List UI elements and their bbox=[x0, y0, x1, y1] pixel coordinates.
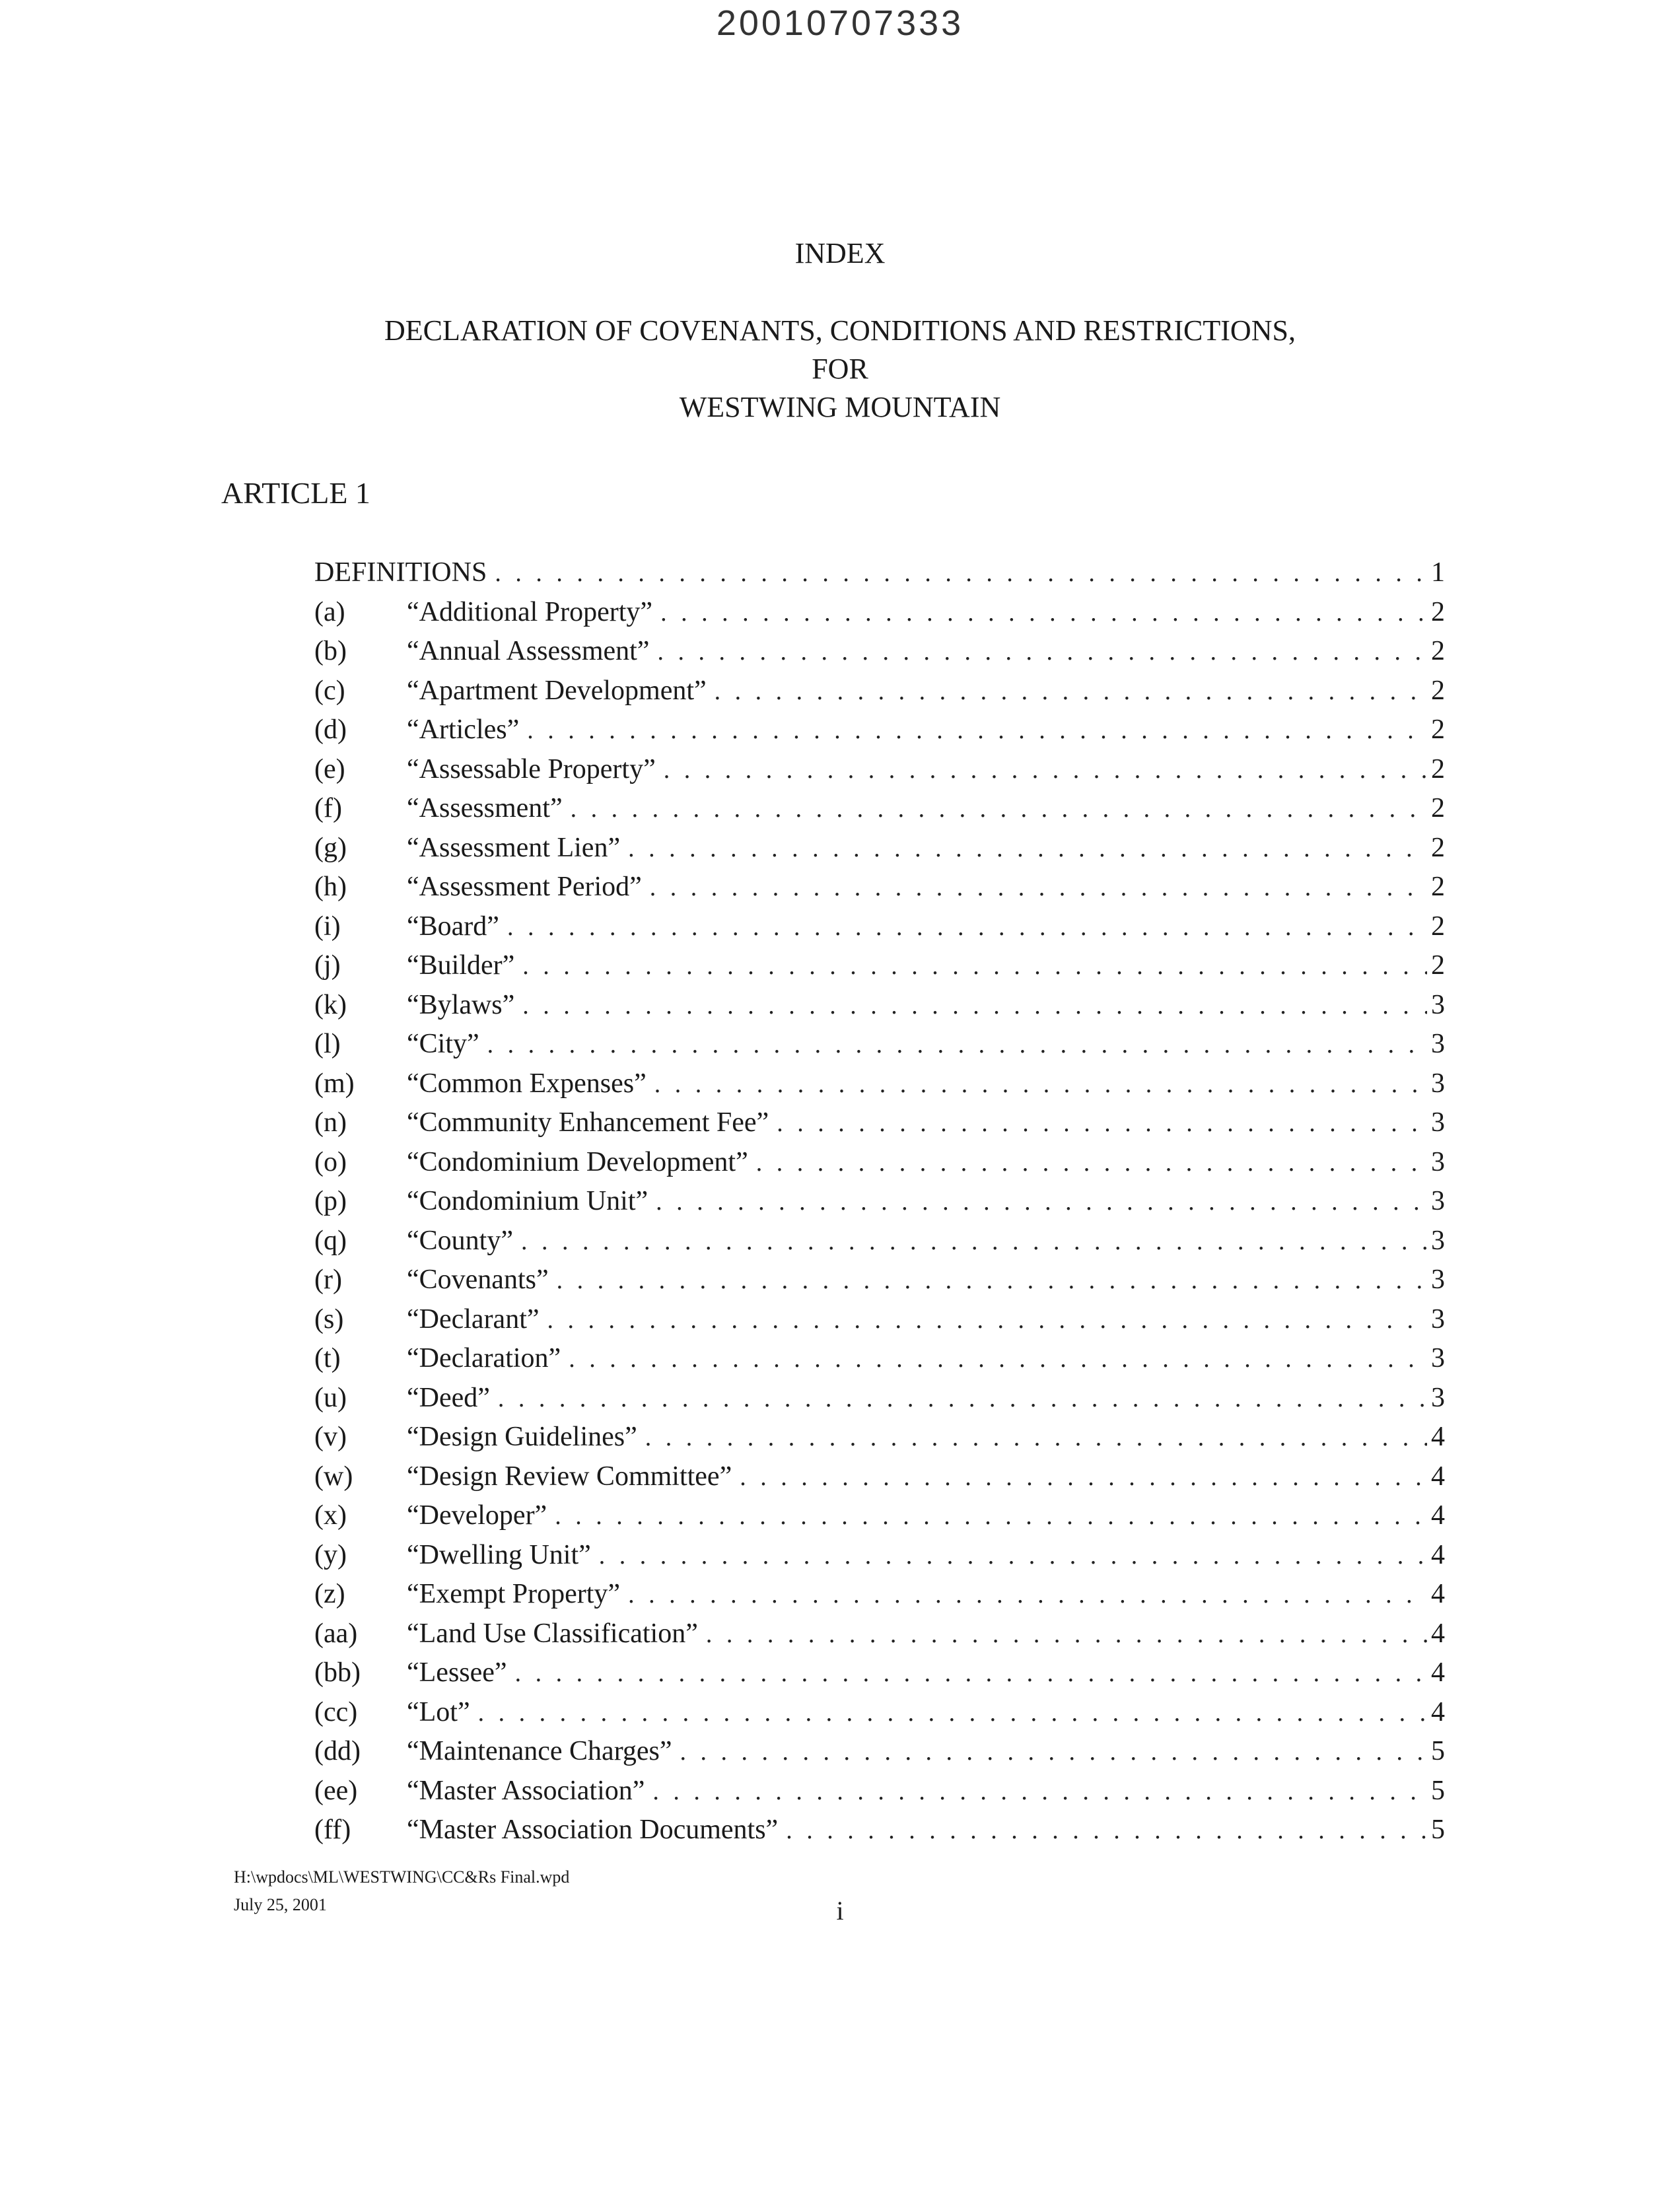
toc-entry bbox=[314, 1103, 1445, 1143]
toc-term: “Assessment Lien” bbox=[407, 832, 621, 863]
toc-label: (u) bbox=[314, 1382, 347, 1413]
toc-label: (n) bbox=[314, 1107, 347, 1138]
toc-term: “Common Expenses” bbox=[407, 1068, 647, 1099]
toc-entry bbox=[314, 1457, 1445, 1497]
toc-entry bbox=[314, 672, 1445, 711]
toc-term: “Declaration” bbox=[407, 1343, 561, 1373]
dot-leader bbox=[599, 1537, 1427, 1576]
toc-entry bbox=[314, 750, 1445, 790]
toc-entry-body bbox=[407, 789, 1445, 829]
toc-entry-body bbox=[407, 1379, 1445, 1419]
toc-page: 3 bbox=[1431, 1146, 1445, 1177]
dot-leader bbox=[645, 1418, 1427, 1458]
dot-leader bbox=[756, 1144, 1427, 1183]
toc-entry-body bbox=[407, 593, 1445, 633]
dot-leader bbox=[527, 711, 1427, 751]
toc-entry bbox=[314, 1025, 1445, 1064]
toc-label: (y) bbox=[314, 1539, 347, 1570]
toc-entry-body bbox=[407, 1182, 1445, 1222]
dot-leader bbox=[522, 947, 1427, 987]
toc-page: 5 bbox=[1431, 1736, 1445, 1766]
toc-entry-body bbox=[314, 553, 1445, 594]
toc-page: 5 bbox=[1431, 1775, 1445, 1806]
dot-leader bbox=[777, 1104, 1427, 1144]
toc-term: “County” bbox=[407, 1225, 513, 1256]
dot-leader bbox=[656, 1183, 1427, 1222]
toc-entry-body bbox=[407, 1300, 1445, 1340]
toc-page: 4 bbox=[1431, 1422, 1445, 1452]
toc-entry-body bbox=[407, 750, 1445, 790]
dot-leader bbox=[495, 554, 1427, 594]
toc-entry-body bbox=[407, 711, 1445, 751]
dot-leader bbox=[521, 1222, 1427, 1262]
toc-entry-body bbox=[407, 1143, 1445, 1183]
toc-page: 4 bbox=[1431, 1539, 1445, 1570]
toc-term: “Assessable Property” bbox=[407, 753, 656, 784]
toc-entry bbox=[314, 986, 1445, 1025]
toc-entry-body bbox=[407, 1025, 1445, 1065]
dot-leader bbox=[786, 1811, 1427, 1851]
dot-leader bbox=[660, 594, 1427, 633]
toc-list bbox=[314, 553, 1445, 1850]
toc-page: 3 bbox=[1431, 1107, 1445, 1138]
toc-label: (a) bbox=[314, 596, 345, 627]
toc-entry bbox=[314, 946, 1445, 986]
toc-page: 2 bbox=[1431, 872, 1445, 902]
toc-page: 2 bbox=[1431, 793, 1445, 823]
toc-term: “Bylaws” bbox=[407, 989, 515, 1020]
toc-entry bbox=[314, 1536, 1445, 1576]
toc-page: 3 bbox=[1431, 1225, 1445, 1256]
toc-term: “Additional Property” bbox=[407, 596, 653, 627]
article-heading: ARTICLE 1 bbox=[221, 476, 370, 510]
toc-page: 2 bbox=[1431, 675, 1445, 706]
toc-entry-body bbox=[407, 1653, 1445, 1694]
toc-entry-body bbox=[407, 1772, 1445, 1812]
toc-term: “Exempt Property” bbox=[407, 1579, 621, 1609]
toc-label: (t) bbox=[314, 1343, 341, 1373]
toc-entry bbox=[314, 1811, 1445, 1850]
toc-term: “Assessment” bbox=[407, 793, 563, 823]
toc-entry-body bbox=[407, 1536, 1445, 1576]
toc-term: “Builder” bbox=[407, 950, 515, 981]
dot-leader bbox=[680, 1733, 1427, 1772]
toc-entry-body bbox=[407, 1811, 1445, 1851]
toc-label: (s) bbox=[314, 1303, 344, 1335]
toc-entry bbox=[314, 1339, 1445, 1379]
toc-label: (c) bbox=[314, 675, 345, 706]
toc-entry-body bbox=[407, 986, 1445, 1026]
toc-entry bbox=[314, 1222, 1445, 1261]
toc-page: 3 bbox=[1431, 1186, 1445, 1216]
toc-term: “Condominium Development” bbox=[407, 1146, 748, 1177]
toc-entry bbox=[314, 1379, 1445, 1418]
toc-entry bbox=[314, 1732, 1445, 1772]
toc-label: (d) bbox=[314, 714, 347, 745]
toc-label: (i) bbox=[314, 911, 341, 942]
toc-term: “Board” bbox=[407, 911, 499, 942]
toc-entry-body bbox=[407, 1222, 1445, 1262]
dot-leader bbox=[507, 908, 1427, 948]
toc-entry bbox=[314, 789, 1445, 829]
toc-entry bbox=[314, 553, 1445, 593]
toc-page: 5 bbox=[1431, 1815, 1445, 1845]
recording-number: 20010707333 bbox=[716, 3, 964, 43]
toc-term: “City” bbox=[407, 1029, 479, 1059]
dot-leader bbox=[650, 868, 1427, 908]
toc-entry-body bbox=[407, 1339, 1445, 1379]
toc-label: (bb) bbox=[314, 1657, 361, 1688]
dot-leader bbox=[487, 1025, 1427, 1065]
toc-entry bbox=[314, 711, 1445, 750]
dot-leader bbox=[515, 1654, 1427, 1694]
toc-entry-body bbox=[407, 1103, 1445, 1144]
toc-entry-body bbox=[407, 946, 1445, 987]
toc-entry bbox=[314, 1693, 1445, 1733]
dot-leader bbox=[498, 1379, 1427, 1419]
toc-page: 3 bbox=[1431, 1343, 1445, 1373]
toc-label: (l) bbox=[314, 1029, 341, 1059]
toc-term: DEFINITIONS bbox=[314, 557, 487, 588]
toc-entry bbox=[314, 1496, 1445, 1536]
toc-label: (x) bbox=[314, 1500, 347, 1531]
toc-entry-body bbox=[407, 1614, 1445, 1655]
toc-term: “Covenants” bbox=[407, 1265, 549, 1295]
toc-term: “Lot” bbox=[407, 1696, 470, 1727]
index-title: INDEX bbox=[794, 237, 886, 269]
toc-term: “Declarant” bbox=[407, 1303, 540, 1335]
footer-date: July 25, 2001 bbox=[234, 1895, 327, 1914]
footer-file-path: H:\wpdocs\ML\WESTWING\CC&Rs Final.wpd bbox=[234, 1867, 570, 1887]
toc-label: (o) bbox=[314, 1146, 347, 1177]
toc-page: 2 bbox=[1431, 636, 1445, 666]
toc-entry-body bbox=[407, 672, 1445, 712]
toc-page: 2 bbox=[1431, 753, 1445, 784]
toc-entry bbox=[314, 1418, 1445, 1457]
toc-entry-body bbox=[407, 1693, 1445, 1733]
toc-page: 3 bbox=[1431, 1303, 1445, 1335]
toc-entry bbox=[314, 1575, 1445, 1614]
toc-entry bbox=[314, 1064, 1445, 1104]
toc-label: (v) bbox=[314, 1422, 347, 1452]
toc-label: (f) bbox=[314, 793, 342, 823]
dot-leader bbox=[547, 1301, 1427, 1340]
dot-leader bbox=[628, 1576, 1427, 1615]
toc-label: (z) bbox=[314, 1579, 345, 1609]
toc-entry-body bbox=[407, 829, 1445, 869]
toc-term: “Lessee” bbox=[407, 1657, 507, 1688]
toc-entry bbox=[314, 593, 1445, 633]
toc-entry bbox=[314, 907, 1445, 947]
toc-entry-body bbox=[407, 1418, 1445, 1458]
toc-page: 4 bbox=[1431, 1657, 1445, 1688]
toc-page: 3 bbox=[1431, 1382, 1445, 1413]
toc-term: “Maintenance Charges” bbox=[407, 1736, 672, 1766]
dot-leader bbox=[569, 1340, 1427, 1379]
toc-term: “Design Review Committee” bbox=[407, 1461, 732, 1492]
toc-term: “Master Association” bbox=[407, 1775, 645, 1806]
toc-page: 2 bbox=[1431, 832, 1445, 863]
toc-label: (ff) bbox=[314, 1815, 351, 1845]
toc-label: (h) bbox=[314, 872, 347, 902]
toc-label: (g) bbox=[314, 832, 347, 863]
toc-entry bbox=[314, 1653, 1445, 1693]
toc-entry-body bbox=[407, 1457, 1445, 1498]
toc-term: “Design Guidelines” bbox=[407, 1422, 637, 1452]
toc-label: (k) bbox=[314, 989, 347, 1020]
toc-entry-body bbox=[407, 1575, 1445, 1615]
dot-leader bbox=[555, 1497, 1427, 1537]
toc-label: (m) bbox=[314, 1068, 355, 1099]
toc-entry bbox=[314, 868, 1445, 907]
toc-page: 3 bbox=[1431, 1265, 1445, 1295]
toc-label: (cc) bbox=[314, 1696, 358, 1727]
subtitle-line-2: FOR bbox=[812, 353, 868, 385]
dot-leader bbox=[715, 672, 1427, 712]
dot-leader bbox=[664, 751, 1427, 790]
toc-term: “Apartment Development” bbox=[407, 675, 707, 706]
subtitle-line-3: WESTWING MOUNTAIN bbox=[679, 391, 1001, 423]
toc-label: (w) bbox=[314, 1461, 353, 1492]
toc-term: “Developer” bbox=[407, 1500, 547, 1531]
toc-page: 4 bbox=[1431, 1696, 1445, 1727]
toc-term: “Assessment Period” bbox=[407, 872, 642, 902]
toc-entry-body bbox=[407, 1261, 1445, 1301]
toc-entry bbox=[314, 1182, 1445, 1222]
toc-entry bbox=[314, 1261, 1445, 1300]
toc-page: 2 bbox=[1431, 911, 1445, 942]
toc-label: (ee) bbox=[314, 1775, 358, 1806]
toc-term: “Articles” bbox=[407, 714, 520, 745]
toc-term: “Annual Assessment” bbox=[407, 636, 650, 666]
toc-page: 4 bbox=[1431, 1500, 1445, 1531]
dot-leader bbox=[654, 1065, 1427, 1105]
page-number: i bbox=[836, 1896, 844, 1926]
dot-leader bbox=[628, 829, 1427, 869]
toc-entry-body bbox=[407, 868, 1445, 908]
toc-entry-body bbox=[407, 907, 1445, 948]
toc-entry bbox=[314, 1143, 1445, 1183]
toc-term: “Land Use Classification” bbox=[407, 1618, 698, 1649]
dot-leader bbox=[706, 1615, 1427, 1655]
toc-term: “Deed” bbox=[407, 1382, 490, 1413]
toc-entry-body bbox=[407, 1064, 1445, 1105]
toc-page: 3 bbox=[1431, 1068, 1445, 1099]
toc-page: 2 bbox=[1431, 596, 1445, 627]
toc-entry-body bbox=[407, 1496, 1445, 1537]
toc-label: (r) bbox=[314, 1265, 342, 1295]
dot-leader bbox=[657, 633, 1427, 672]
toc-term: “Dwelling Unit” bbox=[407, 1539, 591, 1570]
toc-entry-body bbox=[407, 1732, 1445, 1772]
toc-entry bbox=[314, 1772, 1445, 1811]
dot-leader bbox=[740, 1458, 1427, 1498]
toc-label: (q) bbox=[314, 1225, 347, 1256]
toc-label: (e) bbox=[314, 753, 345, 784]
toc-page: 3 bbox=[1431, 1029, 1445, 1059]
toc-entry bbox=[314, 632, 1445, 672]
dot-leader bbox=[571, 790, 1427, 829]
toc-entry bbox=[314, 1614, 1445, 1654]
toc-label: (j) bbox=[314, 950, 341, 981]
toc-page: 2 bbox=[1431, 714, 1445, 745]
toc-entry bbox=[314, 829, 1445, 868]
dot-leader bbox=[557, 1261, 1427, 1301]
toc-entry bbox=[314, 1300, 1445, 1340]
toc-term: “Master Association Documents” bbox=[407, 1815, 779, 1845]
dot-leader bbox=[652, 1772, 1427, 1812]
toc-label: (p) bbox=[314, 1186, 347, 1216]
subtitle-line-1: DECLARATION OF COVENANTS, CONDITIONS AND RESTRICTIONS, bbox=[384, 314, 1296, 347]
toc-label: (b) bbox=[314, 636, 347, 666]
toc-page: 1 bbox=[1431, 557, 1445, 588]
toc-entry-body bbox=[407, 632, 1445, 672]
toc-page: 4 bbox=[1431, 1461, 1445, 1492]
toc-label: (aa) bbox=[314, 1618, 358, 1649]
dot-leader bbox=[522, 987, 1427, 1026]
toc-page: 4 bbox=[1431, 1579, 1445, 1609]
dot-leader bbox=[478, 1694, 1427, 1733]
toc-label: (dd) bbox=[314, 1736, 361, 1766]
toc-term: “Condominium Unit” bbox=[407, 1186, 648, 1216]
toc-page: 2 bbox=[1431, 950, 1445, 981]
toc-term: “Community Enhancement Fee” bbox=[407, 1107, 769, 1138]
toc-page: 3 bbox=[1431, 989, 1445, 1020]
toc-page: 4 bbox=[1431, 1618, 1445, 1649]
